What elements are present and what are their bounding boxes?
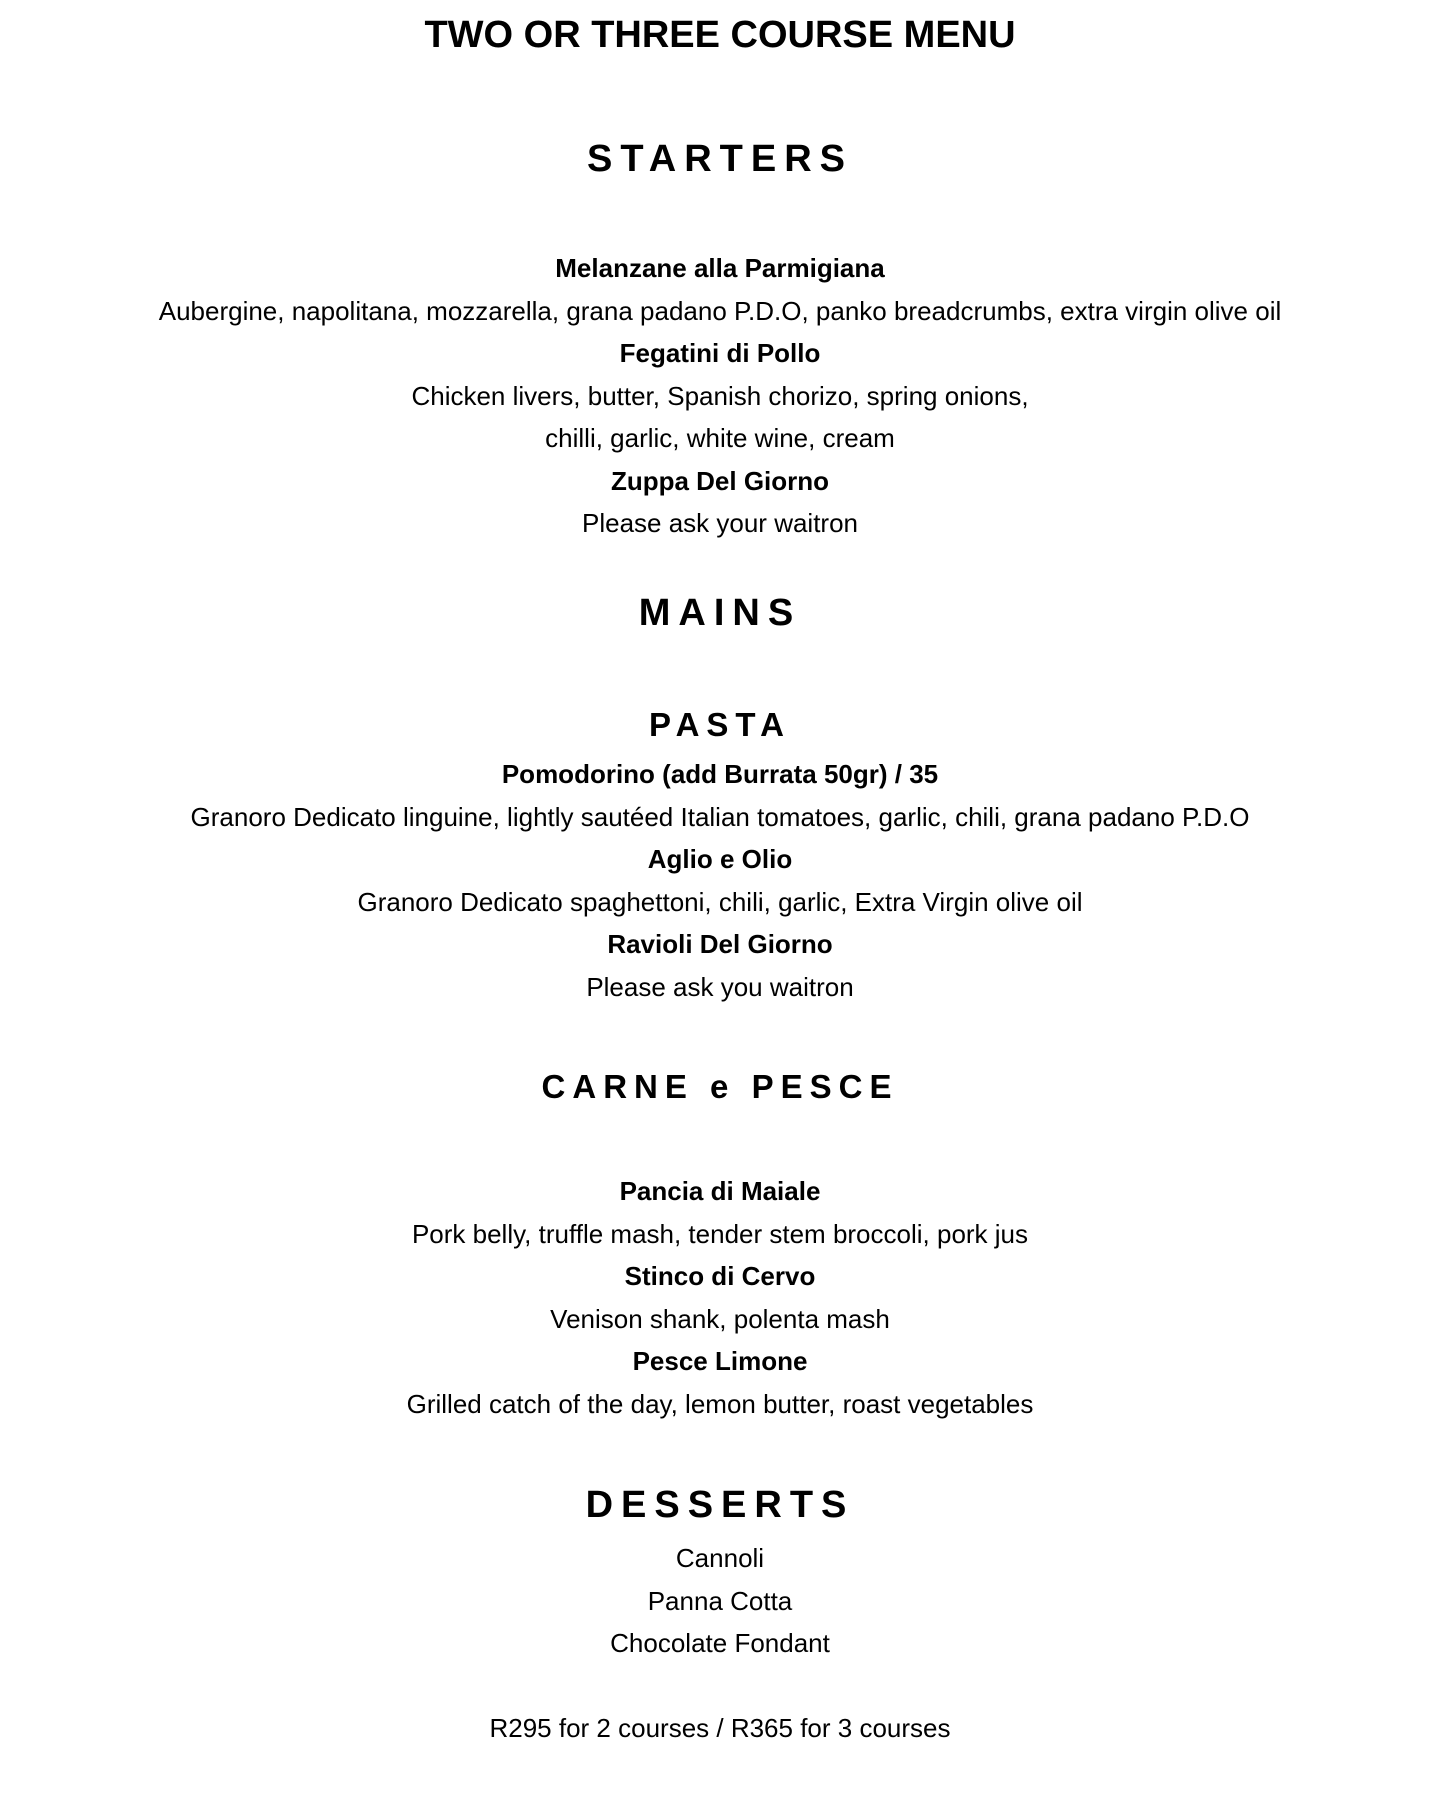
- menu-title: TWO OR THREE COURSE MENU: [424, 14, 1016, 56]
- dish-description: Chicken livers, butter, Spanish chorizo, spring onions,: [411, 380, 1029, 411]
- dish-name: Pesce Limone: [632, 1346, 808, 1376]
- dish-description: Please ask your waitron: [581, 508, 859, 538]
- pasta-list: [0, 753, 1440, 1008]
- dish-name: Pancia di Maiale: [619, 1176, 821, 1206]
- starters-list: [0, 247, 1440, 545]
- dish-description: Granoro Dedicato spaghettoni, chili, garlic, Extra Virgin olive oil: [357, 886, 1083, 917]
- carne-pesce-list: [0, 1170, 1440, 1425]
- dish-name: Zuppa Del Giorno: [610, 465, 830, 496]
- dish-name: Fegatini di Pollo: [619, 338, 821, 368]
- dish-description: Granoro Dedicato linguine, lightly sautéed Italian tomatoes, garlic, chili, grana padano P.D.O: [190, 801, 1250, 832]
- dish-name: Ravioli Del Giorno: [607, 929, 833, 959]
- dish-description: Grilled catch of the day, lemon butter, roast vegetables: [406, 1388, 1034, 1419]
- starters-heading: STARTERS: [587, 138, 853, 180]
- dish-description: chilli, garlic, white wine, cream: [545, 423, 895, 453]
- pasta-heading: PASTA: [649, 706, 791, 743]
- dessert-item: Chocolate Fondant: [610, 1628, 830, 1658]
- dish-name: Aglio e Olio: [647, 844, 793, 874]
- dish-description: Please ask you waitron: [586, 971, 854, 1002]
- dish-name: Melanzane alla Parmigiana: [555, 253, 885, 283]
- dessert-item: Cannoli: [675, 1543, 765, 1573]
- price-line: R295 for 2 courses / R365 for 3 courses: [489, 1713, 951, 1743]
- dessert-item: Panna Cotta: [647, 1585, 793, 1616]
- dish-description: Pork belly, truffle mash, tender stem broccoli, pork jus: [411, 1218, 1029, 1249]
- dish-description: Venison shank, polenta mash: [550, 1303, 890, 1334]
- dish-name: Stinco di Cervo: [624, 1261, 816, 1291]
- mains-heading: MAINS: [638, 592, 802, 634]
- dish-description: Aubergine, napolitana, mozzarella, grana padano P.D.O, panko breadcrumbs, extra virgin olive oil: [158, 295, 1282, 326]
- dish-name: Pomodorino (add Burrata 50gr) / 35: [501, 759, 939, 789]
- carne-pesce-heading: CARNE e PESCE: [541, 1068, 899, 1105]
- desserts-heading: DESSERTS: [585, 1484, 855, 1526]
- desserts-list: [0, 1537, 1440, 1665]
